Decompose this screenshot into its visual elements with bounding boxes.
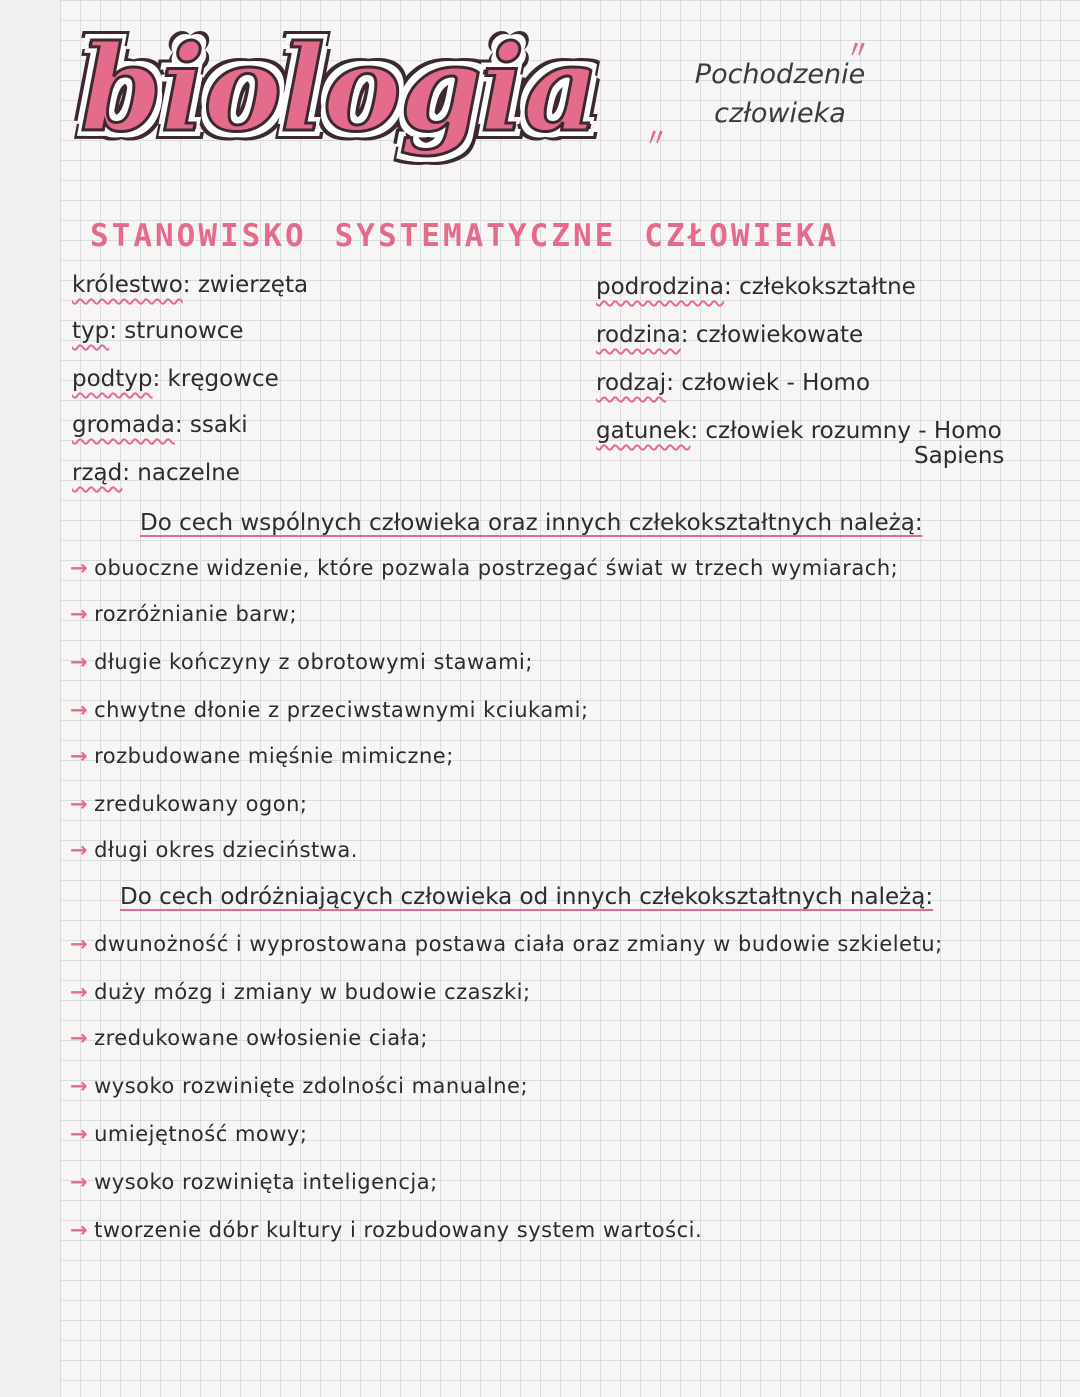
list-item-text: wysoko rozwinięte zdolności manualne; [94, 1074, 529, 1098]
list-item-text: rozróżnianie barw; [94, 602, 298, 626]
common-features-intro [140, 510, 923, 536]
taxonomy-row [596, 418, 1004, 468]
arrow-icon: → [70, 838, 89, 862]
taxonomy-value: : ssaki [174, 412, 248, 438]
taxonomy-row [72, 366, 279, 392]
list-item [70, 556, 898, 580]
taxonomy-row [596, 370, 870, 396]
arrow-icon: → [70, 980, 89, 1004]
taxonomy-extra: Sapiens [914, 443, 1005, 469]
arrow-icon: → [70, 602, 89, 626]
taxonomy-row [72, 412, 248, 438]
arrow-icon: → [70, 1026, 89, 1050]
list-item [70, 744, 454, 768]
taxonomy-key: rodzina [596, 322, 681, 348]
heading-word-1: STANOWISKO [90, 218, 307, 254]
taxonomy-value: : strunowce [109, 318, 244, 344]
taxonomy-key: typ [72, 318, 110, 344]
heading-word-2: SYSTEMATYCZNE [334, 218, 617, 254]
page-title: biologia [80, 19, 598, 158]
taxonomy-key: gatunek [596, 418, 691, 444]
intro-text: Do cech wspólnych człowieka oraz innych człekokształtnych należą: [140, 510, 923, 536]
list-item [70, 838, 358, 862]
list-item-text: obuoczne widzenie, które pozwala postrzegać świat w trzech wymiarach; [94, 556, 899, 580]
list-item [70, 1218, 702, 1242]
distinct-features-intro [120, 884, 933, 910]
taxonomy-row [72, 318, 244, 344]
arrow-icon: → [70, 744, 89, 768]
list-item-text: umiejętność mowy; [94, 1122, 308, 1146]
taxonomy-key: rząd [72, 460, 123, 486]
taxonomy-key: królestwo [72, 272, 183, 298]
taxonomy-key: gromada [72, 412, 175, 438]
taxonomy-key: rodzaj [596, 370, 667, 396]
topic-label [670, 55, 890, 133]
taxonomy-row [72, 272, 308, 298]
list-item-text: dwunożność i wyprostowana postawa ciała oraz zmiany w budowie szkieletu; [94, 932, 943, 956]
list-item-text: długi okres dzieciństwa. [94, 838, 358, 862]
list-item [70, 1170, 438, 1194]
taxonomy-row [596, 274, 916, 300]
arrow-icon: → [70, 792, 89, 816]
list-item [70, 1122, 307, 1146]
arrow-icon: → [70, 932, 89, 956]
taxonomy-row [596, 322, 863, 348]
list-item [70, 602, 297, 626]
taxonomy-value: : kręgowce [152, 366, 279, 392]
taxonomy-value: : zwierzęta [182, 272, 309, 298]
taxonomy-key: podtyp [72, 366, 153, 392]
list-item-text: zredukowany ogon; [94, 792, 308, 816]
list-item [70, 698, 589, 722]
arrow-icon: → [70, 1122, 89, 1146]
arrow-icon: → [70, 1218, 89, 1242]
spark-icon: 〃 [644, 124, 668, 152]
taxonomy-row [72, 460, 240, 486]
list-item [70, 1074, 528, 1098]
taxonomy-value: : człowiek rozumny - Homo [690, 418, 1002, 444]
list-item-text: rozbudowane mięśnie mimiczne; [94, 744, 454, 768]
list-item [70, 980, 531, 1004]
intro-text: Do cech odróżniających człowieka od innych człekokształtnych należą: [120, 884, 934, 910]
taxonomy-value: : człekokształtne [724, 274, 916, 300]
list-item [70, 1026, 428, 1050]
arrow-icon: → [70, 1170, 89, 1194]
list-item-text: długie kończyny z obrotowymi stawami; [94, 650, 533, 674]
taxonomy-key: podrodzina [596, 274, 725, 300]
taxonomy-value: : człowiekowate [680, 322, 864, 348]
topic-line-2: człowieka [714, 98, 846, 130]
paper-margin [0, 0, 60, 1397]
section-heading [90, 218, 867, 254]
arrow-icon: → [70, 1074, 89, 1098]
heading-word-3: CZŁOWIEKA [644, 218, 840, 254]
list-item-text: tworzenie dóbr kultury i rozbudowany system wartości. [94, 1218, 703, 1242]
list-item [70, 650, 533, 674]
taxonomy-value: : człowiek - Homo [666, 370, 871, 396]
taxonomy-value: : naczelne [122, 460, 240, 486]
list-item-text: chwytne dłonie z przeciwstawnymi kciukami; [94, 698, 589, 722]
arrow-icon: → [70, 556, 89, 580]
list-item-text: zredukowane owłosienie ciała; [94, 1026, 429, 1050]
list-item-text: wysoko rozwinięta inteligencja; [94, 1170, 438, 1194]
arrow-icon: → [70, 698, 89, 722]
spark-icon: 〃 [846, 36, 870, 64]
list-item-text: duży mózg i zmiany w budowie czaszki; [94, 980, 531, 1004]
topic-line-1: Pochodzenie [694, 59, 866, 90]
list-item [70, 792, 308, 816]
list-item [70, 932, 943, 956]
arrow-icon: → [70, 650, 89, 674]
